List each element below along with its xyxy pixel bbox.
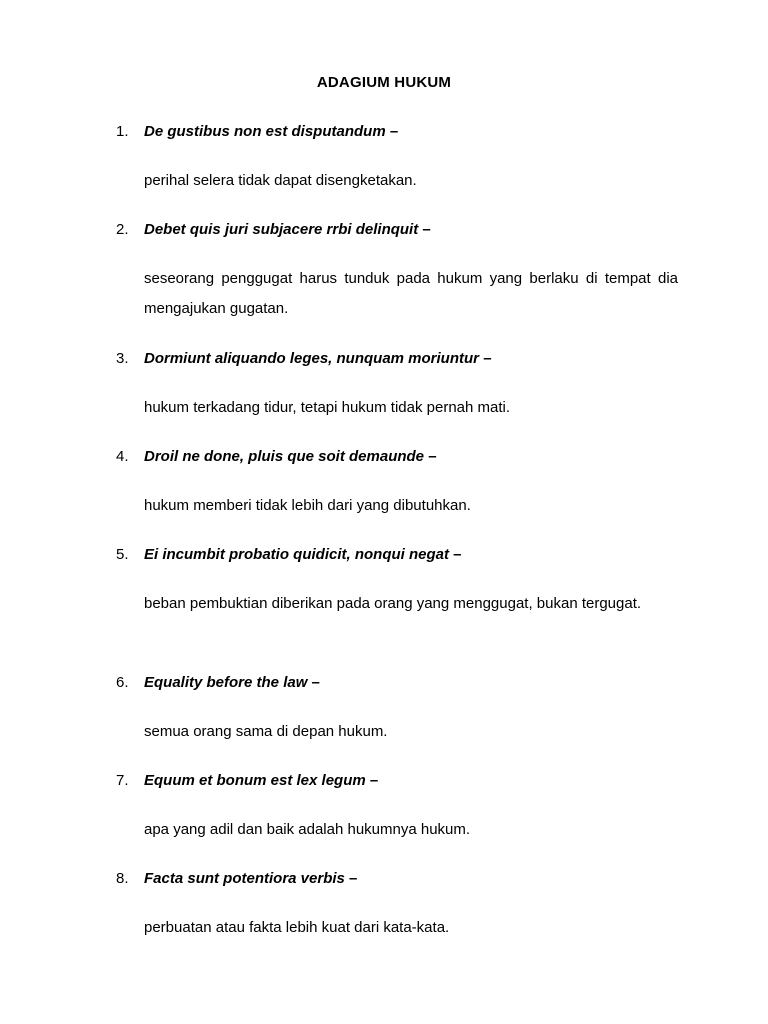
term-dash: – — [311, 674, 320, 691]
adage-definition: hukum memberi tidak lebih dari yang dibutuhkan. — [144, 497, 471, 514]
item-number: 8. — [116, 870, 129, 887]
adage-definition: perbuatan atau fakta lebih kuat dari kata-kata. — [144, 919, 450, 936]
term-dash: – — [422, 221, 431, 238]
item-number: 7. — [116, 772, 129, 789]
adage-term — [144, 447, 437, 467]
adage-definition: hukum terkadang tidur, tetapi hukum tidak pernah mati. — [144, 399, 511, 416]
term-dash: – — [389, 123, 399, 140]
adage-definition: seseorang penggugat harus tunduk pada hukum yang berlaku di tempat dia mengajukan gugatan. — [144, 270, 678, 317]
term-dash: – — [369, 772, 379, 789]
term-dash: – — [428, 448, 437, 465]
adage-term — [144, 545, 462, 565]
term-dash: – — [483, 350, 492, 367]
term-text: Dormiunt aliquando leges, nunquam moriuntur — [144, 350, 480, 367]
adage-term — [144, 869, 357, 889]
adage-definition: beban pembuktian diberikan pada orang yang menggugat, bukan tergugat. — [144, 595, 642, 612]
item-number: 6. — [116, 674, 129, 691]
adage-term — [144, 122, 398, 142]
term-text: Debet quis juri subjacere rrbi delinquit — [144, 221, 419, 238]
term-text: Ei incumbit probatio quidicit, nonqui negat — [144, 546, 449, 563]
item-number: 1. — [116, 123, 129, 140]
term-text: Facta sunt potentiora verbis — [144, 870, 345, 887]
term-dash: – — [453, 546, 462, 563]
adage-definition: perihal selera tidak dapat disengketakan. — [144, 172, 417, 189]
item-number: 5. — [116, 546, 129, 563]
item-number: 4. — [116, 448, 129, 465]
adage-term — [144, 220, 431, 240]
item-number: 2. — [116, 221, 129, 238]
term-text: De gustibus non est disputandum — [144, 123, 386, 140]
term-text: Equality before the law — [144, 674, 308, 691]
term-text: Droil ne done, pluis que soit demaunde — [144, 448, 425, 465]
adage-term — [144, 349, 492, 369]
adage-term — [144, 673, 320, 693]
adage-definition: semua orang sama di depan hukum. — [144, 723, 388, 740]
term-dash: – — [349, 870, 358, 887]
item-number: 3. — [116, 350, 129, 367]
adage-definition: apa yang adil dan baik adalah hukumnya hukum. — [144, 821, 471, 838]
adage-term — [144, 771, 378, 791]
document-title: ADAGIUM HUKUM — [316, 74, 452, 91]
term-text: Equum et bonum est lex legum — [144, 772, 366, 789]
